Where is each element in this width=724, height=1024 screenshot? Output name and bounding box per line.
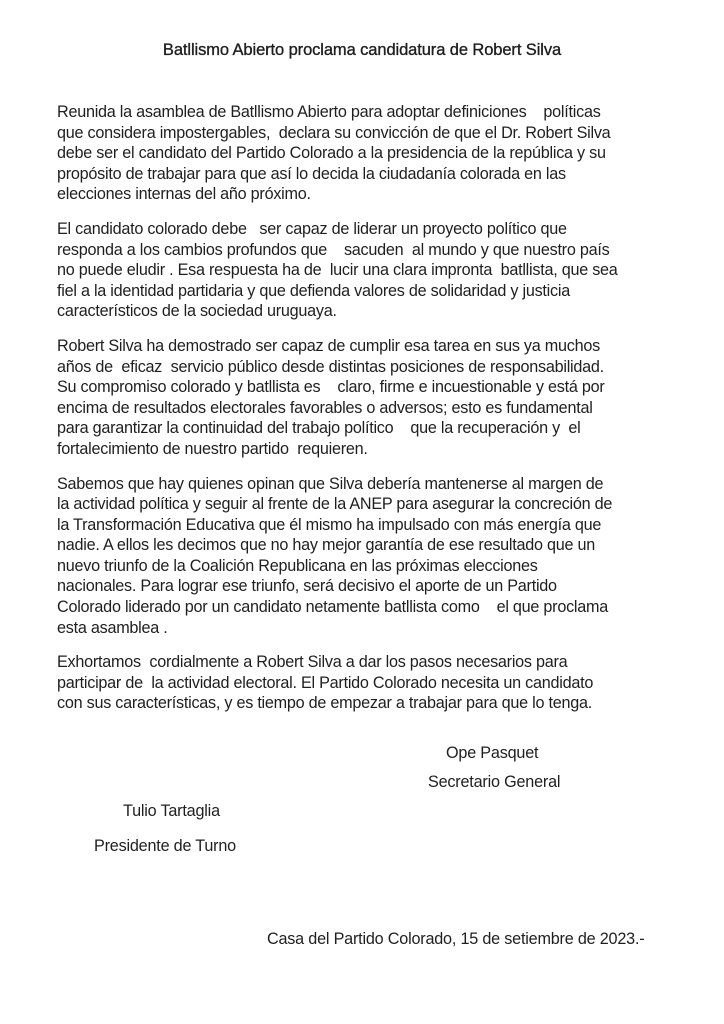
text-line: Reunida la asamblea de Batllismo Abierto para adoptar definiciones políticas (57, 103, 601, 121)
text-line: con sus características, y es tiempo de empezar a trabajar para que lo tenga. (57, 694, 593, 713)
text-line: Robert Silva ha demostrado ser capaz de cumplir esa tarea en sus ya muchos (57, 336, 600, 355)
signatory-role-president: Presidente de Turno (94, 837, 236, 855)
text-line: nuevo triunfo de la Coalición Republicana en las próximas elecciones (57, 556, 538, 575)
text-line: Sabemos que hay quienes opinan que Silva debería mantenerse al margen de (57, 474, 604, 493)
text-line: responda a los cambios profundos que sacuden al mundo y que nuestro país (57, 240, 610, 259)
text-line: no puede eludir . Esa respuesta ha de lucir una clara impronta batllista, que sea (57, 261, 618, 280)
text-line: debe ser el candidato del Partido Colorado a la presidencia de la república y su (57, 144, 606, 163)
text-line: Su compromiso colorado y batllista es claro, firme e incuestionable y está por (57, 378, 605, 397)
text-line: años de eficaz servicio público desde distintas posiciones de responsabilidad. (57, 357, 604, 376)
text-line: que considera impostergables, declara su convicción de que el Dr. Robert Silva (57, 123, 611, 142)
text-line: característicos de la sociedad uruguaya. (57, 302, 337, 321)
paragraph-1 (57, 102, 687, 205)
text-line: fiel a la identidad partidaria y que defienda valores de solidaridad y justicia (57, 281, 570, 300)
text-line: El candidato colorado debe ser capaz de liderar un proyecto político que (57, 219, 567, 238)
text-line: elecciones internas del año próximo. (57, 185, 311, 204)
text-line: esta asamblea . (57, 618, 168, 637)
text-line: Colorado liderado por un candidato netamente batllista como el que proclama (57, 598, 609, 617)
text-line: nadie. A ellos les decimos que no hay mejor garantía de ese resultado que un (57, 536, 596, 555)
text-line: participar de la actividad electoral. El Partido Colorado necesita un candidato (57, 673, 594, 692)
paragraph-4 (57, 474, 687, 639)
document-title: Batllismo Abierto proclama candidatura de Robert Silva (162, 41, 562, 59)
text-line: Exhortamos cordialmente a Robert Silva a dar los pasos necesarios para (57, 653, 568, 672)
place-and-date: Casa del Partido Colorado, 15 de setiembre de 2023.- (267, 930, 645, 948)
text-line: fortalecimiento de nuestro partido requieren. (57, 439, 368, 458)
document-body (57, 102, 687, 728)
signatory-role-secretary: Secretario General (428, 773, 561, 791)
text-line: la actividad política y seguir al frente de la ANEP para asegurar la concreción de (57, 495, 613, 514)
signatory-name-president: Tulio Tartaglia (123, 802, 220, 820)
text-line: la Transformación Educativa que él mismo ha impulsado con más energía que (57, 515, 602, 534)
text-line: encima de resultados electorales favorables o adversos; esto es fundamental (57, 398, 593, 417)
paragraph-3 (57, 336, 687, 460)
text-line: propósito de trabajar para que así lo decida la ciudadanía colorada en las (57, 164, 566, 183)
text-line: para garantizar la continuidad del trabajo político que la recuperación y el (57, 419, 581, 438)
paragraph-2 (57, 219, 687, 322)
signatory-name-secretary: Ope Pasquet (446, 744, 539, 762)
paragraph-5 (57, 652, 687, 714)
text-line: nacionales. Para lograr ese triunfo, será decisivo el aporte de un Partido (57, 577, 557, 596)
